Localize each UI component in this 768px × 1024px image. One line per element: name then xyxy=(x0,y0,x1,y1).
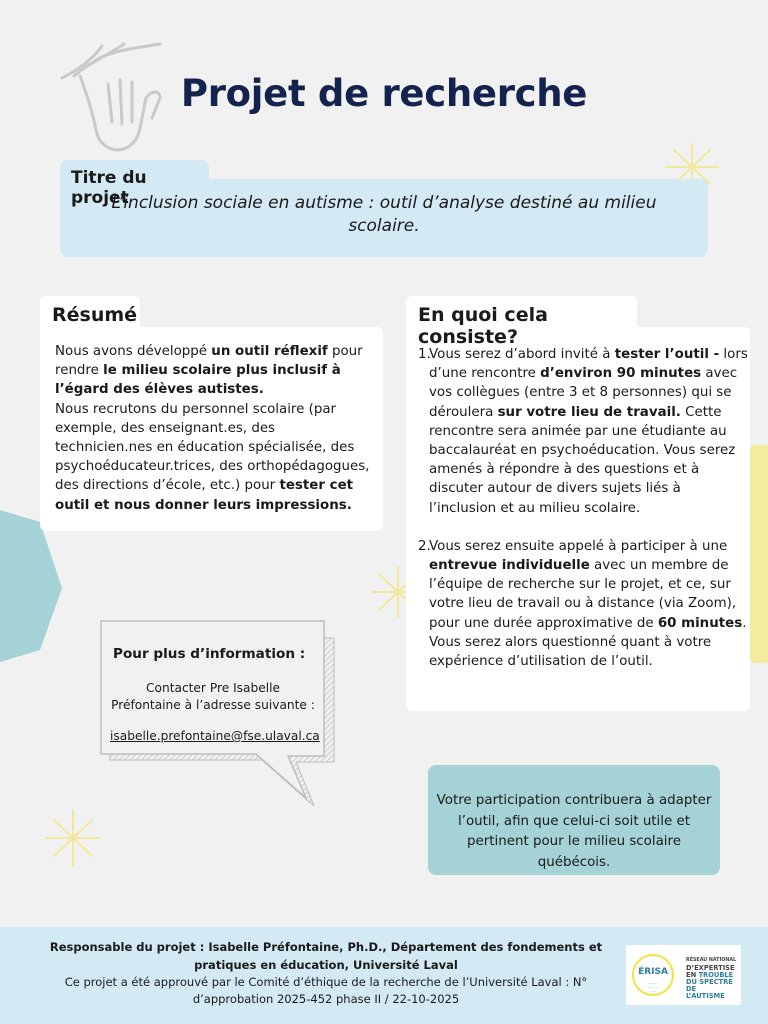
teal-shape xyxy=(0,510,62,662)
summary-text-part: pour rendre xyxy=(55,344,363,379)
list-text-bold: sur votre lieu de travail. xyxy=(497,404,681,420)
network-logo-line: EN xyxy=(686,971,699,979)
network-logo-line: D’EXPERTISE xyxy=(686,964,735,972)
list-text: . Vous serez alors questionné quant à votre expérience d’utilisation de l’outil. xyxy=(429,615,747,670)
footer-responsible: Responsable du projet : Isabelle Préfontaine, Ph.D., Département des fondements et pratiques en éducation, Université Laval xyxy=(49,940,603,972)
list-item xyxy=(418,345,748,518)
network-logo-text xyxy=(686,965,740,1000)
network-logo-line: RÉSEAU NATIONAL xyxy=(686,958,737,963)
consists-list xyxy=(418,345,748,671)
list-text: Vous serez d’abord invité à xyxy=(429,347,615,362)
contact-email-link[interactable]: isabelle.prefontaine@fse.ulaval.ca xyxy=(110,729,320,743)
list-text-bold: d’environ 90 minutes xyxy=(540,366,702,382)
summary-text xyxy=(55,342,373,515)
erisa-logo-name: ÉRISA xyxy=(638,967,668,977)
info-text: Contacter Pre Isabelle Préfontaine à l’adresse suivante : xyxy=(111,681,315,712)
erisa-logo-subtext: ——— ——— —— xyxy=(648,981,658,993)
project-title-text: L’inclusion sociale en autisme : outil d’analyse destiné au milieu scolaire. xyxy=(111,193,657,236)
list-text-bold: tester l’outil - xyxy=(614,347,720,362)
list-text: lors d’une rencontre xyxy=(429,347,748,382)
list-text: Vous serez ensuite appelé à participer à une xyxy=(429,538,728,554)
participation-text: Votre participation contribuera à adapter l’outil, afin que celui-ci soit utile et pertinent pour le milieu scolaire québécois. xyxy=(436,793,712,870)
list-text: avec un membre de l’équipe de recherche sur le projet, et ce, sur votre lieu de travail ou à distance (via Zoom), pour une durée approximative de xyxy=(429,558,737,631)
summary-text-part: Nous avons développé xyxy=(55,344,212,359)
network-logo-line: DU SPECTRE DE xyxy=(686,978,733,993)
project-title-label: Titre du projet xyxy=(60,160,209,196)
list-number: 2. xyxy=(418,538,431,554)
list-item xyxy=(418,537,748,671)
summary-text-bold: un outil réflexif xyxy=(211,344,328,359)
page-title: Projet de recherche xyxy=(180,72,588,115)
summary-heading: Résumé xyxy=(40,296,140,336)
list-text: avec vos collègues (entre 3 et 8 personnes) qui se déroulera xyxy=(429,366,738,420)
list-text-bold: 60 minutes xyxy=(657,615,743,631)
summary-text-bold: le milieu scolaire plus inclusif à l’égard des élèves autistes. xyxy=(55,363,341,398)
sparkle-icon xyxy=(44,808,102,868)
list-number: 1. xyxy=(418,347,431,362)
summary-text-bold: tester cet outil et nous donner leurs impressions. xyxy=(55,478,354,513)
consists-heading: En quoi cela consiste? xyxy=(406,296,637,336)
summary-text-part: Nous recrutons du personnel scolaire (par exemple, des enseignant.es, des technicien.nes en éducation spécialisée, des psychoéducateur.trices, des orthopédagogues, des directions d’école, etc.) pour xyxy=(55,401,370,494)
yellow-shape xyxy=(748,445,768,663)
info-title: Pour plus d’information : xyxy=(113,646,306,662)
footer-approval: Ce projet a été approuvé par le Comité d’éthique de la recherche de l’Université Laval : N° d’approbation 2025-452 phase II / 22-10-2025 xyxy=(64,975,588,1006)
list-text: Cette rencontre sera animée par une étudiante au baccalauréat en psychoéducation. Vous serez amenés à répondre à des questions et à discuter autour de divers sujets liés à l’inclusion et au milieu scolaire. xyxy=(429,404,736,516)
network-logo-line: TROUBLE xyxy=(698,971,734,979)
network-logo-line: L’AUTISME xyxy=(686,992,725,1000)
list-text-bold: entrevue individuelle xyxy=(429,558,590,574)
